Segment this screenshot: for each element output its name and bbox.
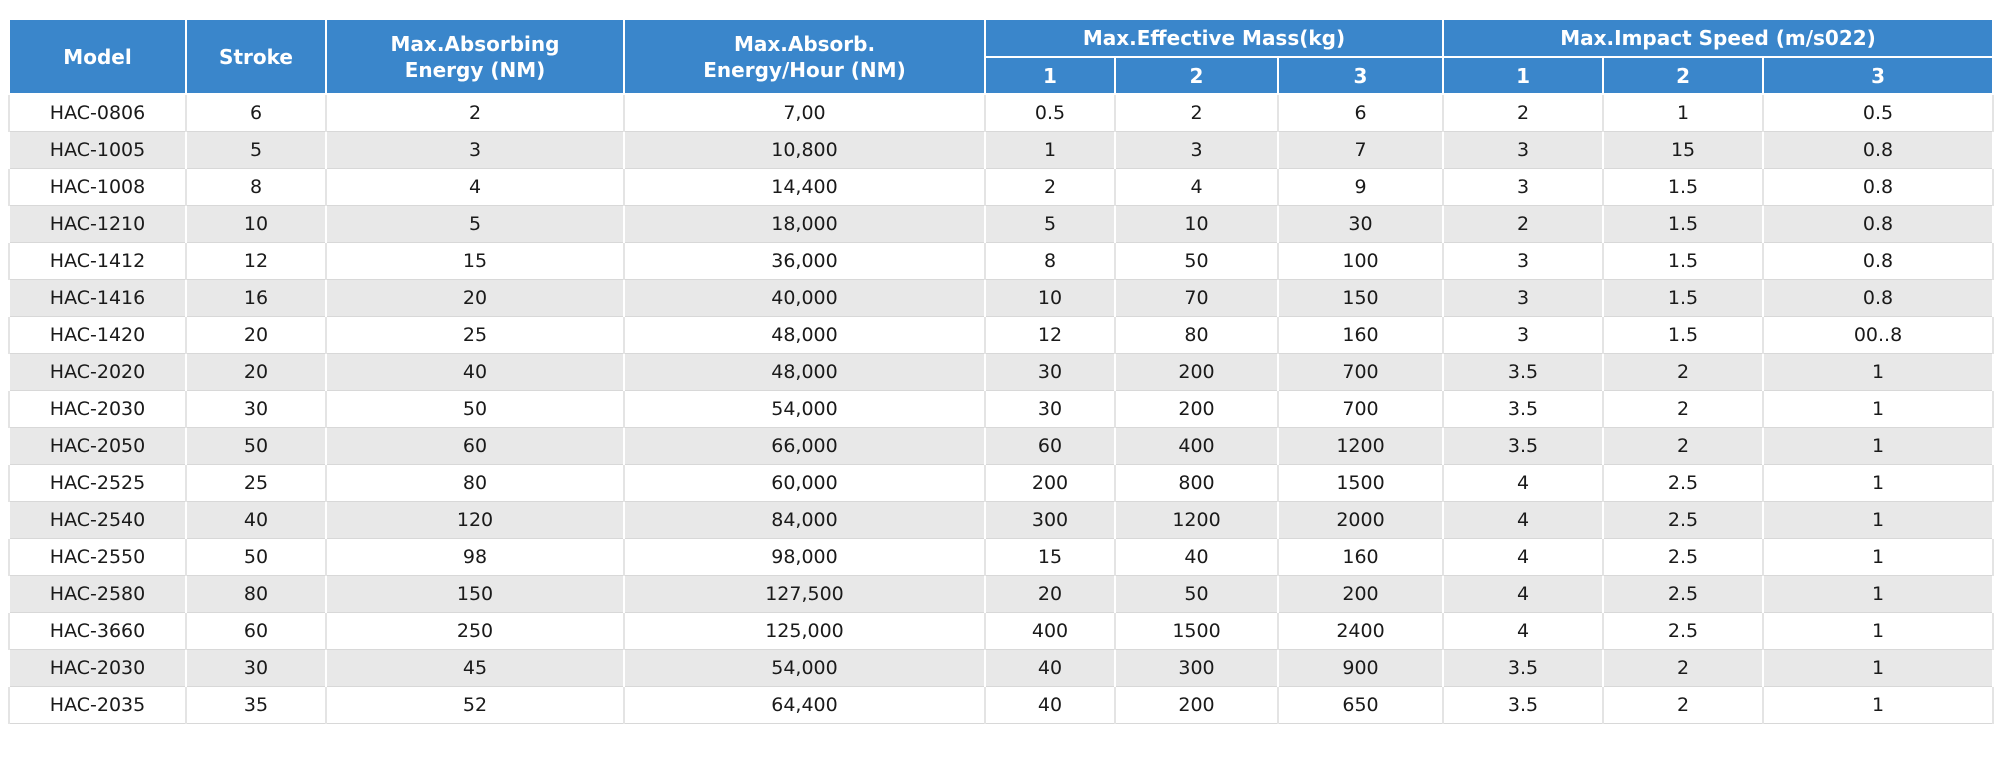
cell-stroke: 35 bbox=[186, 687, 326, 724]
cell-mass-2: 200 bbox=[1115, 354, 1278, 391]
cell-speed-2: 1 bbox=[1603, 94, 1763, 132]
cell-speed-3: 0.8 bbox=[1763, 280, 1993, 317]
header-max-absorb-hour-line1: Max.Absorb. bbox=[733, 31, 876, 56]
cell-model: HAC-2030 bbox=[9, 650, 186, 687]
cell-speed-2: 2.5 bbox=[1603, 539, 1763, 576]
header-max-absorb-hour-line2: Energy/Hour (NM) bbox=[703, 57, 906, 82]
cell-stroke: 20 bbox=[186, 317, 326, 354]
cell-speed-2: 1.5 bbox=[1603, 169, 1763, 206]
cell-speed-1: 4 bbox=[1443, 613, 1603, 650]
cell-stroke: 80 bbox=[186, 576, 326, 613]
table-row bbox=[9, 391, 1993, 428]
cell-speed-1: 2 bbox=[1443, 206, 1603, 243]
cell-mass-3: 160 bbox=[1278, 317, 1443, 354]
header-stroke: Stroke bbox=[186, 19, 326, 94]
cell-model: HAC-1210 bbox=[9, 206, 186, 243]
cell-speed-3: 1 bbox=[1763, 354, 1993, 391]
header-max-absorbing-energy bbox=[326, 19, 624, 94]
cell-mass-2: 800 bbox=[1115, 465, 1278, 502]
cell-mass-3: 650 bbox=[1278, 687, 1443, 724]
cell-stroke: 16 bbox=[186, 280, 326, 317]
header-max-impact-speed: Max.Impact Speed (m/s022) bbox=[1443, 19, 1993, 57]
subheader-speed-3: 3 bbox=[1763, 57, 1993, 94]
cell-mass-1: 60 bbox=[985, 428, 1115, 465]
cell-mass-3: 1500 bbox=[1278, 465, 1443, 502]
cell-speed-2: 1.5 bbox=[1603, 317, 1763, 354]
cell-max-absorb-energy-hour: 48,000 bbox=[624, 354, 985, 391]
cell-speed-2: 2 bbox=[1603, 428, 1763, 465]
cell-model: HAC-2550 bbox=[9, 539, 186, 576]
cell-speed-3: 1 bbox=[1763, 465, 1993, 502]
cell-speed-3: 1 bbox=[1763, 539, 1993, 576]
cell-max-absorbing-energy: 40 bbox=[326, 354, 624, 391]
cell-stroke: 60 bbox=[186, 613, 326, 650]
cell-max-absorb-energy-hour: 10,800 bbox=[624, 132, 985, 169]
cell-max-absorbing-energy: 150 bbox=[326, 576, 624, 613]
cell-mass-1: 400 bbox=[985, 613, 1115, 650]
cell-max-absorb-energy-hour: 54,000 bbox=[624, 391, 985, 428]
cell-mass-1: 20 bbox=[985, 576, 1115, 613]
cell-stroke: 5 bbox=[186, 132, 326, 169]
cell-stroke: 12 bbox=[186, 243, 326, 280]
cell-mass-1: 30 bbox=[985, 391, 1115, 428]
subheader-mass-2: 2 bbox=[1115, 57, 1278, 94]
cell-speed-1: 3.5 bbox=[1443, 687, 1603, 724]
cell-speed-1: 2 bbox=[1443, 94, 1603, 132]
cell-speed-2: 2.5 bbox=[1603, 465, 1763, 502]
cell-mass-2: 10 bbox=[1115, 206, 1278, 243]
shock-absorber-spec-table bbox=[8, 18, 1994, 724]
cell-max-absorb-energy-hour: 98,000 bbox=[624, 539, 985, 576]
table-row bbox=[9, 94, 1993, 132]
cell-model: HAC-2580 bbox=[9, 576, 186, 613]
cell-mass-3: 200 bbox=[1278, 576, 1443, 613]
cell-max-absorb-energy-hour: 40,000 bbox=[624, 280, 985, 317]
subheader-mass-3: 3 bbox=[1278, 57, 1443, 94]
cell-mass-3: 1200 bbox=[1278, 428, 1443, 465]
cell-mass-1: 40 bbox=[985, 650, 1115, 687]
cell-max-absorb-energy-hour: 60,000 bbox=[624, 465, 985, 502]
cell-stroke: 10 bbox=[186, 206, 326, 243]
cell-mass-3: 100 bbox=[1278, 243, 1443, 280]
cell-mass-3: 700 bbox=[1278, 354, 1443, 391]
cell-mass-2: 1500 bbox=[1115, 613, 1278, 650]
cell-max-absorbing-energy: 250 bbox=[326, 613, 624, 650]
cell-stroke: 20 bbox=[186, 354, 326, 391]
cell-max-absorbing-energy: 5 bbox=[326, 206, 624, 243]
cell-speed-2: 15 bbox=[1603, 132, 1763, 169]
cell-mass-2: 400 bbox=[1115, 428, 1278, 465]
cell-speed-3: 0.5 bbox=[1763, 94, 1993, 132]
cell-model: HAC-1005 bbox=[9, 132, 186, 169]
cell-model: HAC-1412 bbox=[9, 243, 186, 280]
cell-speed-1: 3.5 bbox=[1443, 354, 1603, 391]
cell-model: HAC-1008 bbox=[9, 169, 186, 206]
cell-speed-3: 1 bbox=[1763, 428, 1993, 465]
cell-speed-3: 1 bbox=[1763, 391, 1993, 428]
cell-mass-2: 3 bbox=[1115, 132, 1278, 169]
cell-max-absorbing-energy: 80 bbox=[326, 465, 624, 502]
cell-stroke: 30 bbox=[186, 391, 326, 428]
cell-speed-3: 00..8 bbox=[1763, 317, 1993, 354]
cell-model: HAC-2525 bbox=[9, 465, 186, 502]
table-row bbox=[9, 687, 1993, 724]
cell-model: HAC-3660 bbox=[9, 613, 186, 650]
cell-max-absorbing-energy: 60 bbox=[326, 428, 624, 465]
cell-speed-3: 0.8 bbox=[1763, 206, 1993, 243]
cell-mass-3: 700 bbox=[1278, 391, 1443, 428]
table-row bbox=[9, 280, 1993, 317]
cell-mass-1: 1 bbox=[985, 132, 1115, 169]
cell-mass-3: 2000 bbox=[1278, 502, 1443, 539]
cell-speed-3: 0.8 bbox=[1763, 169, 1993, 206]
cell-stroke: 8 bbox=[186, 169, 326, 206]
cell-model: HAC-2020 bbox=[9, 354, 186, 391]
cell-speed-2: 1.5 bbox=[1603, 243, 1763, 280]
cell-mass-1: 200 bbox=[985, 465, 1115, 502]
cell-mass-2: 200 bbox=[1115, 391, 1278, 428]
cell-speed-1: 3 bbox=[1443, 169, 1603, 206]
cell-model: HAC-0806 bbox=[9, 94, 186, 132]
cell-mass-3: 900 bbox=[1278, 650, 1443, 687]
subheader-speed-2: 2 bbox=[1603, 57, 1763, 94]
cell-max-absorbing-energy: 120 bbox=[326, 502, 624, 539]
header-max-absorbing-line1: Max.Absorbing bbox=[390, 31, 560, 56]
cell-mass-1: 40 bbox=[985, 687, 1115, 724]
table-row bbox=[9, 243, 1993, 280]
cell-speed-1: 3 bbox=[1443, 280, 1603, 317]
cell-speed-3: 0.8 bbox=[1763, 132, 1993, 169]
cell-speed-1: 3 bbox=[1443, 132, 1603, 169]
cell-speed-3: 1 bbox=[1763, 576, 1993, 613]
cell-max-absorbing-energy: 52 bbox=[326, 687, 624, 724]
cell-model: HAC-2035 bbox=[9, 687, 186, 724]
header-max-absorb-energy-hour bbox=[624, 19, 985, 94]
table-row bbox=[9, 428, 1993, 465]
cell-speed-1: 4 bbox=[1443, 465, 1603, 502]
cell-speed-1: 3.5 bbox=[1443, 391, 1603, 428]
cell-speed-3: 0.8 bbox=[1763, 243, 1993, 280]
cell-mass-1: 10 bbox=[985, 280, 1115, 317]
cell-max-absorbing-energy: 15 bbox=[326, 243, 624, 280]
cell-stroke: 30 bbox=[186, 650, 326, 687]
subheader-mass-1: 1 bbox=[985, 57, 1115, 94]
cell-mass-1: 2 bbox=[985, 169, 1115, 206]
header-max-effective-mass: Max.Effective Mass(kg) bbox=[985, 19, 1443, 57]
table-row bbox=[9, 132, 1993, 169]
cell-max-absorbing-energy: 50 bbox=[326, 391, 624, 428]
cell-max-absorb-energy-hour: 36,000 bbox=[624, 243, 985, 280]
cell-mass-1: 30 bbox=[985, 354, 1115, 391]
cell-max-absorb-energy-hour: 64,400 bbox=[624, 687, 985, 724]
cell-mass-3: 6 bbox=[1278, 94, 1443, 132]
cell-max-absorbing-energy: 4 bbox=[326, 169, 624, 206]
table-row bbox=[9, 465, 1993, 502]
cell-mass-2: 1200 bbox=[1115, 502, 1278, 539]
table-row bbox=[9, 613, 1993, 650]
table-header bbox=[9, 19, 1993, 94]
cell-max-absorb-energy-hour: 127,500 bbox=[624, 576, 985, 613]
cell-speed-1: 4 bbox=[1443, 576, 1603, 613]
cell-speed-1: 4 bbox=[1443, 539, 1603, 576]
cell-stroke: 25 bbox=[186, 465, 326, 502]
cell-speed-2: 2.5 bbox=[1603, 576, 1763, 613]
cell-mass-2: 70 bbox=[1115, 280, 1278, 317]
cell-stroke: 50 bbox=[186, 428, 326, 465]
cell-max-absorb-energy-hour: 66,000 bbox=[624, 428, 985, 465]
cell-mass-2: 300 bbox=[1115, 650, 1278, 687]
cell-model: HAC-1420 bbox=[9, 317, 186, 354]
header-max-absorbing-line2: Energy (NM) bbox=[404, 57, 546, 82]
cell-max-absorbing-energy: 2 bbox=[326, 94, 624, 132]
spec-table-container bbox=[8, 18, 1992, 724]
cell-model: HAC-2540 bbox=[9, 502, 186, 539]
cell-mass-2: 50 bbox=[1115, 576, 1278, 613]
table-row bbox=[9, 502, 1993, 539]
table-body bbox=[9, 94, 1993, 724]
table-row bbox=[9, 539, 1993, 576]
cell-max-absorbing-energy: 98 bbox=[326, 539, 624, 576]
cell-stroke: 6 bbox=[186, 94, 326, 132]
cell-max-absorb-energy-hour: 84,000 bbox=[624, 502, 985, 539]
cell-speed-1: 3.5 bbox=[1443, 650, 1603, 687]
cell-mass-1: 12 bbox=[985, 317, 1115, 354]
table-row bbox=[9, 317, 1993, 354]
cell-mass-3: 30 bbox=[1278, 206, 1443, 243]
cell-model: HAC-2050 bbox=[9, 428, 186, 465]
cell-speed-1: 3.5 bbox=[1443, 428, 1603, 465]
cell-mass-2: 4 bbox=[1115, 169, 1278, 206]
cell-speed-2: 2.5 bbox=[1603, 613, 1763, 650]
cell-mass-2: 40 bbox=[1115, 539, 1278, 576]
cell-model: HAC-1416 bbox=[9, 280, 186, 317]
cell-speed-3: 1 bbox=[1763, 613, 1993, 650]
cell-speed-2: 2 bbox=[1603, 650, 1763, 687]
cell-mass-3: 7 bbox=[1278, 132, 1443, 169]
cell-speed-2: 2 bbox=[1603, 391, 1763, 428]
cell-mass-2: 50 bbox=[1115, 243, 1278, 280]
cell-max-absorbing-energy: 25 bbox=[326, 317, 624, 354]
cell-mass-2: 200 bbox=[1115, 687, 1278, 724]
table-row bbox=[9, 206, 1993, 243]
table-row bbox=[9, 650, 1993, 687]
cell-speed-2: 1.5 bbox=[1603, 206, 1763, 243]
subheader-speed-1: 1 bbox=[1443, 57, 1603, 94]
cell-max-absorb-energy-hour: 125,000 bbox=[624, 613, 985, 650]
cell-max-absorb-energy-hour: 54,000 bbox=[624, 650, 985, 687]
cell-mass-3: 160 bbox=[1278, 539, 1443, 576]
cell-speed-2: 2 bbox=[1603, 687, 1763, 724]
cell-mass-3: 150 bbox=[1278, 280, 1443, 317]
cell-stroke: 40 bbox=[186, 502, 326, 539]
header-model: Model bbox=[9, 19, 186, 94]
cell-speed-3: 1 bbox=[1763, 687, 1993, 724]
cell-mass-1: 15 bbox=[985, 539, 1115, 576]
cell-mass-2: 80 bbox=[1115, 317, 1278, 354]
cell-speed-1: 3 bbox=[1443, 317, 1603, 354]
cell-model: HAC-2030 bbox=[9, 391, 186, 428]
table-row bbox=[9, 576, 1993, 613]
cell-mass-1: 0.5 bbox=[985, 94, 1115, 132]
cell-mass-1: 8 bbox=[985, 243, 1115, 280]
cell-speed-1: 3 bbox=[1443, 243, 1603, 280]
cell-max-absorb-energy-hour: 14,400 bbox=[624, 169, 985, 206]
cell-max-absorb-energy-hour: 18,000 bbox=[624, 206, 985, 243]
cell-mass-1: 5 bbox=[985, 206, 1115, 243]
cell-mass-3: 2400 bbox=[1278, 613, 1443, 650]
cell-max-absorb-energy-hour: 7,00 bbox=[624, 94, 985, 132]
cell-max-absorbing-energy: 3 bbox=[326, 132, 624, 169]
table-row bbox=[9, 354, 1993, 391]
cell-mass-3: 9 bbox=[1278, 169, 1443, 206]
cell-mass-2: 2 bbox=[1115, 94, 1278, 132]
cell-speed-2: 2.5 bbox=[1603, 502, 1763, 539]
cell-speed-2: 2 bbox=[1603, 354, 1763, 391]
cell-speed-1: 4 bbox=[1443, 502, 1603, 539]
cell-max-absorb-energy-hour: 48,000 bbox=[624, 317, 985, 354]
table-row bbox=[9, 169, 1993, 206]
cell-speed-2: 1.5 bbox=[1603, 280, 1763, 317]
cell-mass-1: 300 bbox=[985, 502, 1115, 539]
cell-max-absorbing-energy: 45 bbox=[326, 650, 624, 687]
cell-max-absorbing-energy: 20 bbox=[326, 280, 624, 317]
cell-stroke: 50 bbox=[186, 539, 326, 576]
cell-speed-3: 1 bbox=[1763, 502, 1993, 539]
cell-speed-3: 1 bbox=[1763, 650, 1993, 687]
